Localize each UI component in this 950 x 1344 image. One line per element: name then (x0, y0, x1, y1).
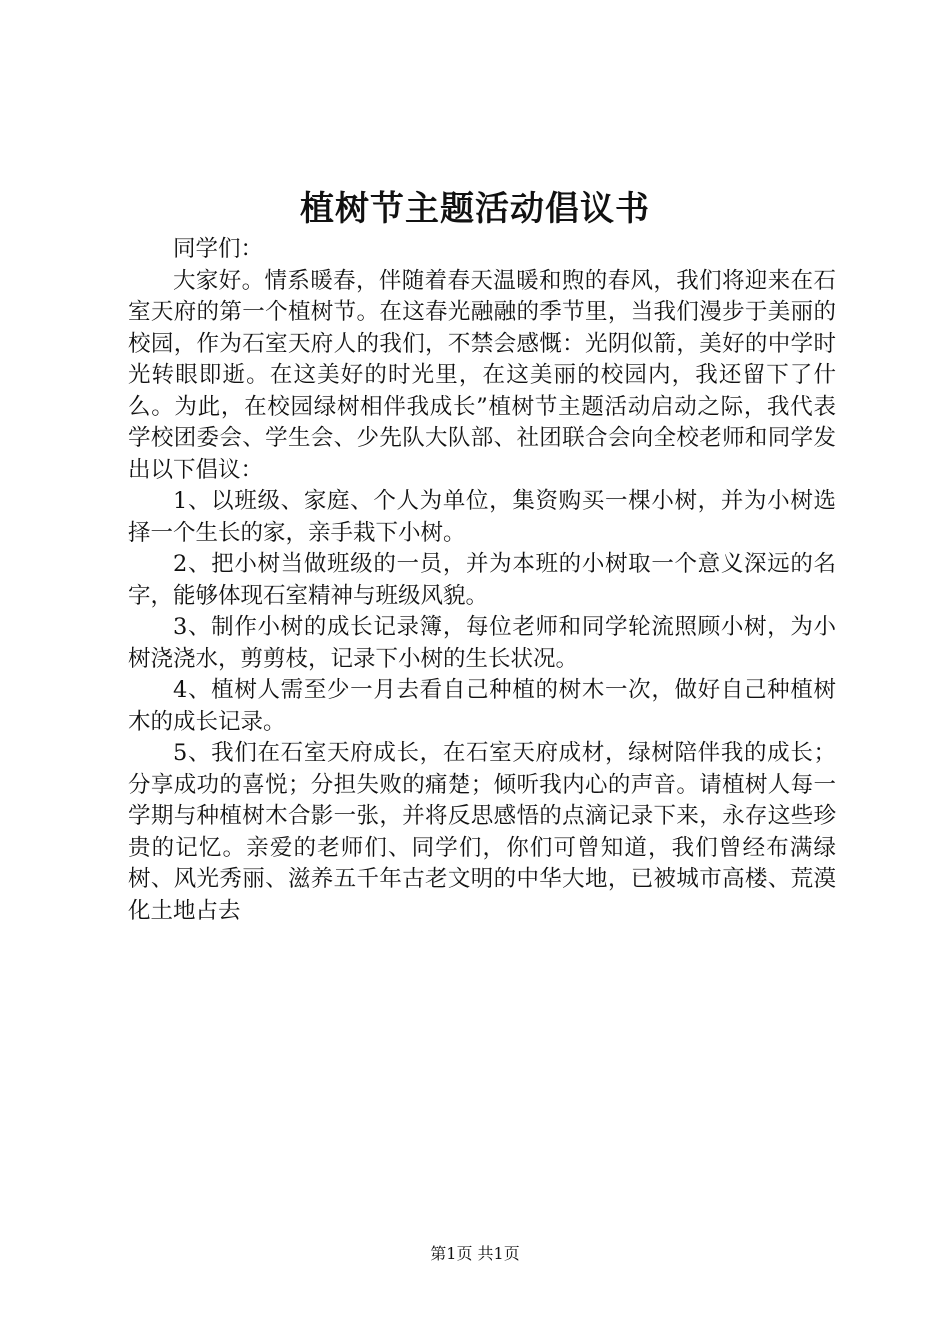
proposal-item-5: 5、我们在石室天府成长，在石室天府成材，绿树陪伴我的成长；分享成功的喜悦；分担失败的痛楚；倾听我内心的声音。请植树人每一学期与种植树木合影一张，并将反思感悟的点滴记录下来，永存这些珍贵的记忆。亲爱的老师们、同学们，你们可曾知道，我们曾经布满绿树、风光秀丽、滋养五千年古老文明的中华大地，已被城市高楼、荒漠化土地占去 (128, 740, 836, 924)
document-title: 植树节主题活动倡议书 (300, 189, 650, 229)
intro-paragraph: 大家好。情系暖春，伴随着春天温暖和煦的春风，我们将迎来在石室天府的第一个植树节。在这春光融融的季节里，当我们漫步于美丽的校园，作为石室天府人的我们，不禁会感慨：光阴似箭，美好的中学时光转眼即逝。在这美好的时光里，在这美丽的校园内，我还留下了什么。为此，在校园绿树相伴我成长”植树节主题活动启动之际，我代表学校团委会、学生会、少先队大队部、社团联合会向全校老师和同学发出以下倡议： (128, 267, 836, 483)
page-footer: 第1页 共1页 (430, 1244, 520, 1263)
document-body (128, 234, 836, 927)
proposal-item-2: 2、把小树当做班级的一员，并为本班的小树取一个意义深远的名字，能够体现石室精神与班级风貌。 (128, 551, 836, 609)
proposal-item-1: 1、以班级、家庭、个人为单位，集资购买一棵小树，并为小树选择一个生长的家，亲手栽下小树。 (128, 488, 836, 546)
proposal-item-4: 4、植树人需至少一月去看自己种植的树木一次，做好自己种植树木的成长记录。 (128, 677, 836, 735)
greeting-paragraph: 同学们： (173, 236, 264, 262)
proposal-item-3: 3、制作小树的成长记录簿，每位老师和同学轮流照顾小树，为小树浇浇水，剪剪枝，记录下小树的生长状况。 (128, 614, 836, 672)
